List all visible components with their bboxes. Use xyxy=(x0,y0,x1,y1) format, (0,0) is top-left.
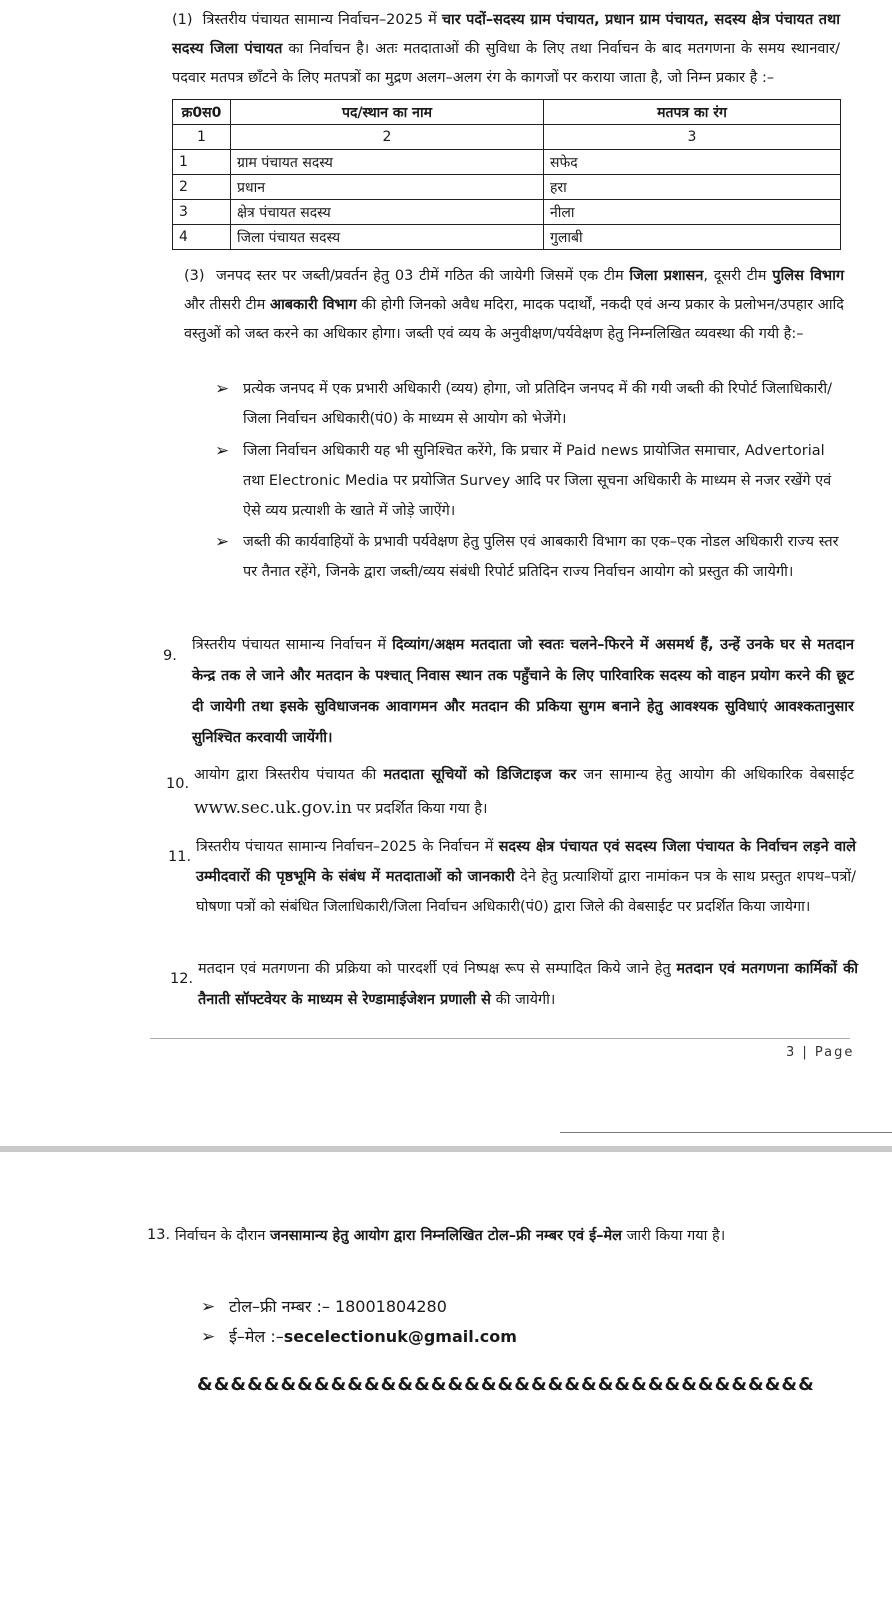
footer-divider xyxy=(150,1038,850,1039)
list-item: ➢ जब्ती की कार्यवाहियों के प्रभावी पर्यवेक्षण हेतु पुलिस एवं आबकारी विभाग का एक–एक नोडल अधिकारी राज्य स्तर पर तैनात रहेंगे, जिनके द्वारा जब्ती/व्यय संबंधी रिपोर्ट प्रतिदिन राज्य निर्वाचन आयोग को प्रस्तुत की जायेगी। xyxy=(243,527,843,587)
table-index-row: 1 2 3 xyxy=(173,125,841,150)
ballot-color-table xyxy=(172,99,841,250)
end-of-document-marker: &&&&&&&&&&&&&&&&&&&&&&&&&&&&&&&&&&&&& xyxy=(197,1374,815,1395)
arrow-bullet-icon: ➢ xyxy=(201,1327,216,1347)
item-10-paragraph: आयोग द्वारा त्रिस्तरीय पंचायत की मतदाता सूचियों को डिजिटाइज कर जन सामान्य हेतु आयोग की अधिकारिक वेबसाईट www.sec.uk.gov.in पर प्रदर्शित किया गया है। xyxy=(194,767,854,818)
item-number: 10. xyxy=(166,776,190,792)
page-edge-line xyxy=(560,1132,892,1133)
arrow-bullet-icon: ➢ xyxy=(215,532,230,552)
document-page-2 xyxy=(0,1152,892,1599)
tollfree-line xyxy=(201,1292,447,1322)
item-12-paragraph: मतदान एवं मतगणना की प्रक्रिया को पारदर्शी एवं निष्पक्ष रूप से सम्पादित किये जाने हेतु मतदान एवं मतगणना कार्मिकों की तैनाती सॉफ्टवेयर के माध्यम से रेण्डामाईजेशन प्रणाली से की जायेगी। xyxy=(198,961,859,1008)
table-header-row: क्र0स0 पद/स्थान का नाम मतपत्र का रंग xyxy=(173,100,841,125)
arrow-bullet-icon: ➢ xyxy=(215,379,230,399)
item-number: 11. xyxy=(168,849,192,865)
item-13-paragraph: निर्वाचन के दौरान जनसामान्य हेतु आयोग द्वारा निम्नलिखित टोल–फ्री नम्बर एवं ई–मेल जारी किया गया है। xyxy=(175,1228,726,1244)
website-link[interactable]: www.sec.uk.gov.in xyxy=(194,798,352,818)
list-item: ➢ प्रत्येक जनपद में एक प्रभारी अधिकारी (व्यय) होगा, जो प्रतिदिन जनपद में की गयी जब्ती की रिपोर्ट जिलाधिकारी/जिला निर्वाचन अधिकारी(पं0) के माध्यम से आयोग को भेजेंगे। xyxy=(243,374,843,434)
item-number: 12. xyxy=(170,971,194,987)
section-1-paragraph: (1) त्रिस्तरीय पंचायत सामान्य निर्वाचन–2025 में चार पदों–सदस्य ग्राम पंचायत, प्रधान ग्राम पंचायत, सदस्य क्षेत्र पंचायत तथा सदस्य जिला पंचायत का निर्वाचन है। अतः मतदाताओं की सुविधा के लिए तथा निर्वाचन के बाद मतगणना के समय स्थानवार/पदवार मतपत्र छाँटने के लिए मतपत्रों का मुद्रण अलग–अलग रंग के कागजों पर कराया जाता है, जो निम्न प्रकार है :– xyxy=(172,12,840,86)
item-number: 9. xyxy=(163,648,177,664)
item-11-paragraph: त्रिस्तरीय पंचायत सामान्य निर्वाचन–2025 के निर्वाचन में सदस्य क्षेत्र पंचायत एवं सदस्य जिला पंचायत के निर्वाचन लड़ने वाले उम्मीदवारों की पृष्ठभूमि के संबंध में मतदाताओं को जानकारी देने हेतु प्रत्याशियों द्वारा नामांकन पत्र के साथ प्रस्तुत शपथ–पत्रों/घोषणा पत्रों को संबंधित जिलाधिकारी/जिला निर्वाचन अधिकारी(पं0) द्वारा जिले की वेबसाईट पर प्रदर्शित किया जायेगा। xyxy=(196,839,856,915)
page-number: 3 | Page xyxy=(786,1045,855,1060)
arrow-bullet-icon: ➢ xyxy=(215,441,230,461)
table-row: 4 जिला पंचायत सदस्य गुलाबी xyxy=(173,225,841,250)
section-number: (3) xyxy=(184,268,205,284)
table-row: 2 प्रधान हरा xyxy=(173,175,841,200)
section-number: (1) xyxy=(172,12,193,28)
email-line: ➢ ई–मेल :–secelectionuk@gmail.com xyxy=(229,1322,517,1352)
section-3-paragraph: (3) जनपद स्तर पर जब्ती/प्रवर्तन हेतु 03 टीमें गठित की जायेगी जिसमें एक टीम जिला प्रशासन, दूसरी टीम पुलिस विभाग और तीसरी टीम आबकारी विभाग की होगी जिनको अवैध मदिरा, मादक पदार्थों, नकदी एवं अन्य प्रकार के प्रलोभन/उपहार आदि वस्तुओं को जब्त करने का अधिकार होगा। जब्ती एवं व्यय के अनुवीक्षण/पर्यवेक्षण हेतु निम्नलिखित व्यवस्था की गयी है:– xyxy=(184,268,845,342)
table-row: 3 क्षेत्र पंचायत सदस्य नीला xyxy=(173,200,841,225)
item-number: 13. xyxy=(147,1227,171,1243)
item-9-paragraph: त्रिस्तरीय पंचायत सामान्य निर्वाचन में दिव्यांग/अक्षम मतदाता जो स्वतः चलने–फिरने में असमर्थ हैं, उन्हें उनके घर से मतदान केन्द्र तक ले जाने और मतदान के पश्चात् निवास स्थान तक पहुँचाने के लिए पारिवारिक सदस्य को वाहन प्रयोग करने की छूट दी जायेगी तथा इसके सुविधाजनक आवागमन और मतदान की प्रकिया सुगम बनाने हेतु आवश्यक सुविधाएं आवश्कतानुसार सुनिश्चित करवायी जायेंगी। xyxy=(192,637,854,746)
table-row: 1 ग्राम पंचायत सदस्य सफेद xyxy=(173,150,841,175)
arrow-bullet-icon: ➢ xyxy=(201,1297,216,1317)
email-address[interactable]: secelectionuk@gmail.com xyxy=(283,1327,517,1346)
tollfree-number: टोल–फ्री नम्बर :– 18001804280 xyxy=(229,1297,447,1316)
list-item: ➢ जिला निर्वाचन अधिकारी यह भी सुनिश्चित करेंगे, कि प्रचार में Paid news प्रायोजित समाचार, Advertorial तथा Electronic Media पर प्रयोजित Survey आदि पर जिला सूचना अधिकारी के माध्यम से नजर रखेंगे एवं ऐसे व्यय प्रत्याशी के खाते में जोड़े जाऐंगे। xyxy=(243,436,843,526)
